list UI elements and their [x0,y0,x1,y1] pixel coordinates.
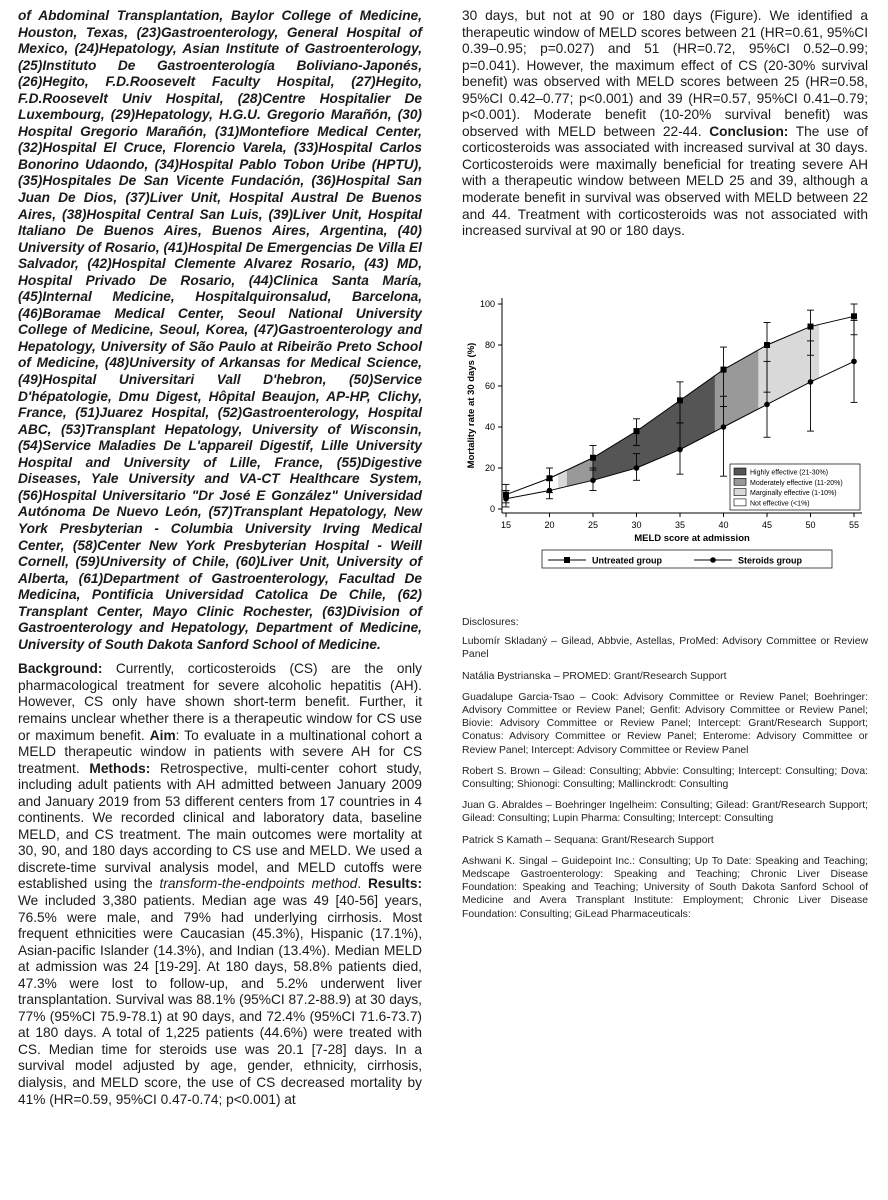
conclusion-label: Conclusion: [709,123,789,139]
methods-end: . [357,876,368,892]
steroids-point [590,478,596,484]
y-tick-label: 20 [484,463,495,473]
effect-band [593,376,715,481]
results-conclusion-paragraph [462,8,868,240]
conclusion-text: The use of corticosteroids was associated with increased survival at 30 days. Corticosteroids were maximally beneficial for treating severe AH with a therapeutic window between MELD 25 and 39, although a moderate benefit in survival was observed with MELD between 22 and 44. Treatment with corticosteroids was not associated with increased survival at 90 or 180 days. [462,123,869,239]
untreated-point [764,342,770,348]
disclosure-item: Robert S. Brown – Gilead: Consulting; Abbvie: Consulting; Intercept: Consulting; Dova: Consulting; Shionogi: Consulting; Mallinckrodt: Consulting [462,765,868,791]
disclosures-heading: Disclosures: [462,617,519,628]
steroids-point [721,424,727,430]
methods-italic: transform-the-endpoints method [159,876,358,892]
abstract-paragraph [18,661,422,1108]
disclosure-item: Guadalupe Garcia-Tsao – Cook: Advisory Committee or Review Panel; Boehringer: Advisory Committee or Review Panel; Genfit: Advisory Committee or Review Panel; Biovie: Advisory Committee or Review Panel; Intercept: Grant/Research Support; Conatus: Advisory Committee or Review Panel; Enterome: Advisory Committee or Review Panel; Intercept: Advisory Committee or Review Panel [462,691,868,756]
series-legend-label: Steroids group [738,555,803,566]
steroids-point [808,379,814,385]
disclosure-item: Ashwani K. Singal – Guidepoint Inc.: Consulting; Up To Date: Speaking and Teaching; Medscape Gastroenterology: Speaking and Teaching; Chronic Liver Disease Foundation: Speaking and Teaching; University of South Dakota Sanford School of Medicine and Avera Transplant Institute: Employment; Chronic Liver Disease Foundation: Consulting; GiLead Pharmaceuticals: [462,855,868,920]
methods-label: Methods: [89,760,151,776]
untreated-point [590,455,596,461]
disclosure-item: Patrick S Kamath – Sequana: Grant/Research Support [462,834,714,846]
x-tick-label: 40 [718,520,729,530]
untreated-point [721,367,727,373]
disclosures-section [462,616,868,929]
y-tick-label: 100 [479,299,495,309]
aim-text: : To evaluate in a multinational cohort a MELD therapeutic window in patients with severe AH for CS treatment. [18,727,422,776]
series-legend-label: Untreated group [592,555,663,566]
affiliations-text: of Abdominal Transplantation, Baylor College of Medicine, Houston, Texas, (23)Gastroenterology, General Hospital of Mexico, (24)Hepatology, Asian Institute of Gastroenterology, (25)Instituto De Gastroenterología Boliviano-Japonés, (26)Hegito, F.D.Roosevelt Faculty Hospital, (27)Hegito, F.D.Roosevelt Univ Hospital, (28)Centre Hospitalier De Luxembourg, (29)Hepatology, H.G.U. Gregorio Marañón, (30) Hospital Gregorio Marañón, (31)Montefiore Medical Center, (32)Hospital El Cruce, Florencio Varela, (33)Hospital Carlos Bonorino Udaondo, (34)Hospital Pablo Tobon Uribe (HPTU), (35)Hospitales De San Vicente Fundación, (36)Hospital San Juan De Dios, (37)Liver Unit, Hospital Austral De Buenos Aires, (38)Hospital Central San Luis, (39)Liver Unit, Hospital Italiano De Buenos Aires, Buenos Aires, Argentina, (40) University of Rosario, (41)Hospital De Emergencias De Villa El Salvador, (42)Hospital Clemente Alvarez Rosario, (43) MD, Hospital Privado De Rosario, (44)Clinica Santa María, (45)Internal Medicine, Hospitalquironsalud, Barcelona, (46)Boramae Medical Center, Seoul National University College of Medicine, Seoul, Korea, (47)Gastroenterology and Hepatology, University of São Paulo at Ribeirão Preto School of Medicine, (48)University of Arkansas for Medical Science, (49)Hospital Universitari Vall D'hebron, (50)Service D'hépatologie, Dmu Digest, Hôpital Beaujon, AP-HP, Clichy, France, (51)Juarez Hospital, (52)Gastroenterology, Hospital ABC, (53)Transplant Hepatology, University of Wisconsin, (54)Service Maladies De L'appareil Digestif, Lille University Hospital and University of Lille, France, (55)Digestive Diseases, Yale University and VA-CT Healthcare System, (56)Hospital Universitario "Dr José E González" Universidad Autónoma De Nuevo León, (57)Transplant Hepatology, New York Presbyterian - Columbia University Irving Medical Center, (58)Center New York Presbyterian Hospital - Weill Cornell, (59)University of Chile, (60)Liver Unit, University of Alberta, (61)Department of Gastroenterology, Facultad De Medicina, Pontificia Universidad Catolica De Chile, (62) Transplant Center, Mayo Clinic Rochester, (63)Division of Gastroenterology and Hepatology, Department of Medicine, University of South Dakota Sanford School of Medicine. [18,8,422,652]
x-tick-label: 55 [848,520,860,530]
x-axis-label: MELD score at admission [634,533,750,544]
y-axis-label: Mortality rate at 30 days (%) [466,342,477,469]
background-text: Currently, corticosteroids (CS) are the only pharmacological treatment for severe alcoholic hepatitis (AH). However, CS only have shown short-term benefit. Further, it remains unclear whether there is a therapeutic window for CS use or maximum benefit. [18,661,422,743]
results-label: Results: [368,876,423,892]
untreated-point [634,428,640,434]
x-tick-label: 50 [805,520,816,530]
effect-legend-label: Highly effective (21-30%) [750,469,829,477]
effect-legend-swatch [734,478,746,485]
y-tick-label: 0 [489,504,495,514]
steroids-point [764,402,770,408]
results-continued-text: 30 days, but not at 90 or 180 days (Figure). We identified a therapeutic window of MELD scores between 21 (HR=0.61, 95%CI 0.39–0.95; p=0.027) and 51 (HR=0.72, 95%CI 0.52–0.99; p=0.041). However, the maximum effect of CS (20-30% survival benefit) was observed with MELD scores between 25 (HR=0.58, 95%CI 0.42–0.77; p<0.001) and 39 (HR=0.57, 95%CI 0.41–0.79; p<0.001). Moderate benefit (10-20% survival benefit) was observed with MELD between 22-44. [462,8,868,139]
untreated-point [851,313,857,319]
x-tick-label: 25 [587,520,599,530]
untreated-point [547,475,553,481]
y-tick-label: 40 [484,422,495,432]
steroids-point [634,465,640,471]
x-tick-label: 35 [674,520,686,530]
left-column [18,8,422,1108]
untreated-point [808,324,814,330]
methods-text: Retrospective, multi-center cohort study, including adult patients with AH admitted between January 2009 and January 2019 from 53 different centers from 17 countries in 4 continents. We recorded clinical and laboratory data, baseline MELD, and CS treatment. The main outcomes were mortality at 30, 90, and 180 days according to CS use and MELD. We used a discrete-time survival analysis model, and MELD cutoffs were established using the [18,760,422,892]
series-legend-marker-square [564,557,570,563]
aim-label: Aim [149,727,176,743]
background-label: Background: [18,661,103,677]
disclosure-item: Natália Bystrianska – PROMED: Grant/Research Support [462,670,727,682]
x-tick-label: 20 [544,520,555,530]
untreated-point [503,492,509,498]
effect-legend-label: Moderately effective (11-20%) [750,479,843,487]
y-tick-label: 60 [484,381,495,391]
results-text: We included 3,380 patients. Median age was 49 [40-56] years, 76.5% were male, and 79% had underlying cirrhosis. Most frequent ethnicities were Caucasian (45.3%), Hispanic (17.1%), Asian-pacific Islander (14.3%), and Indian (13.4%). Median MELD at admission was 24 [19-29]. At 180 days, 58.8% patients died, 47.3% were lost to follow-up, and 5.2% underwent liver transplantation. Survival was 88.1% (95%CI 87.2-88.9) at 30 days, 77% (95%CI 75.9-78.1) at 90 days, and 72.4% (95%CI 71.6-73.7) at 180 days. A total of 1,225 patients (44.6%) were treated with CS. Median time for steroids use was 20.1 [7-28] days. In a survival model adjusted by age, gender, ethnicity, cirrhosis, dialysis, and MELD score, the use of CS decreased mortality by 41% (HR=0.59, 95%CI 0.47-0.74; p<0.001) at [18,892,422,1107]
mortality-chart [462,288,872,578]
disclosure-item: Lubomír Skladaný – Gilead, Abbvie, Astellas, ProMed: Advisory Committee or Review Panel [462,636,868,661]
chart-svg [462,288,872,578]
untreated-point [677,397,683,403]
effect-legend-label: Marginally effective (1-10%) [750,490,837,498]
effect-legend-swatch [734,499,746,506]
steroids-point [677,447,683,453]
effect-legend-label: Not effective (<1%) [750,500,810,508]
disclosure-item: Juan G. Abraldes – Boehringer Ingelheim: Consulting; Gilead: Grant/Research Support; Gilead: Consulting; Lupin Pharma: Consulting; Intercept: Consulting [462,800,868,825]
x-tick-label: 15 [500,520,512,530]
effect-legend-swatch [734,468,746,475]
series-legend-marker-circle [710,557,716,563]
effect-legend-swatch [734,489,746,496]
y-tick-label: 80 [484,340,495,350]
right-column [462,8,868,240]
x-tick-label: 45 [761,520,773,530]
x-tick-label: 30 [631,520,642,530]
steroids-point [851,359,857,365]
